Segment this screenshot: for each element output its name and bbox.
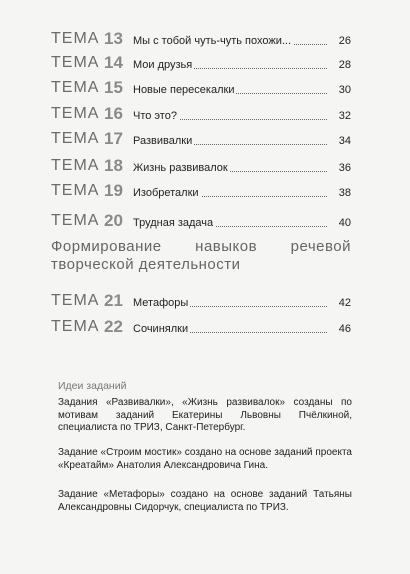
toc-entry-page: 26 (338, 35, 351, 47)
toc-entry-title: Развивалки (133, 135, 193, 147)
toc-entry-page: 40 (338, 217, 351, 229)
toc-entry-title: Сочинялки (133, 323, 189, 335)
ideas-paragraph: Задание «Метафоры» создано на основе заданий Татьяны Александровны Сидорчук, специалиста по ТРИЗ. (58, 489, 352, 513)
toc-entry-number: 18 (104, 156, 123, 175)
toc-entry-number: 13 (104, 29, 123, 48)
toc-entry-label: ТЕМА (51, 79, 100, 96)
toc-entry-label: ТЕМА (51, 182, 100, 199)
toc-entry[interactable] (51, 103, 351, 125)
toc-entry-title: Новые пересекалки (133, 84, 235, 96)
toc-entry-label: ТЕМА (51, 157, 100, 174)
toc-entry-label: ТЕМА (51, 318, 100, 335)
toc-entry-page: 32 (338, 110, 351, 122)
toc-entry-title: Изобреталки (133, 187, 199, 199)
toc-entry-page: 38 (338, 187, 351, 199)
toc-entry-number: 15 (104, 78, 123, 97)
ideas-heading: Идеи заданий (58, 380, 127, 392)
ideas-paragraph: Задание «Строим мостик» создано на основе заданий проекта «Креатайм» Анатолия Александровича Гина. (58, 447, 352, 471)
toc-entry-title: Мы с тобой чуть-чуть похожи... (133, 35, 292, 47)
toc-entry[interactable] (51, 77, 351, 99)
toc-entry[interactable] (51, 316, 351, 338)
toc-entry-page: 36 (338, 162, 351, 174)
toc-entry-label: ТЕМА (51, 212, 100, 229)
toc-entry[interactable] (51, 290, 351, 312)
toc-entry-number: 21 (104, 291, 123, 310)
toc-entry[interactable] (51, 180, 351, 202)
toc-entry-number: 20 (104, 211, 123, 230)
toc-entry[interactable] (51, 155, 351, 177)
toc-entry[interactable] (51, 52, 351, 74)
toc-entry-title: Что это? (133, 110, 177, 122)
toc-entry[interactable] (51, 128, 351, 150)
toc-entry[interactable] (51, 28, 351, 50)
toc-entry-label: ТЕМА (51, 54, 100, 71)
toc-entry-number: 14 (104, 53, 123, 72)
toc-entry-label: ТЕМА (51, 105, 100, 122)
toc-entry-title: Метафоры (133, 297, 189, 309)
toc-entry-number: 16 (104, 104, 123, 123)
toc-entry-number: 19 (104, 181, 123, 200)
toc-entry-title: Жизнь развивалок (133, 162, 228, 174)
toc-entry-page: 28 (338, 59, 351, 71)
toc-entry-page: 30 (338, 84, 351, 96)
toc-entry-label: ТЕМА (51, 30, 100, 47)
toc-entry-page: 46 (338, 323, 351, 335)
toc-entry-title: Трудная задача (133, 217, 214, 229)
toc-entry[interactable] (51, 210, 351, 232)
toc-entry-label: ТЕМА (51, 130, 100, 147)
toc-entry-number: 22 (104, 317, 123, 336)
toc-entry-page: 34 (338, 135, 351, 147)
toc-entry-number: 17 (104, 129, 123, 148)
section-heading: Формирование навыков речевой творческой деятельности (51, 238, 351, 273)
toc-entry-page: 42 (338, 297, 351, 309)
toc-entry-label: ТЕМА (51, 292, 100, 309)
ideas-paragraph: Задания «Развивалки», «Жизнь развивалок» созданы по мотивам заданий Екатерины Львовны Пчёлкиной, специалиста по ТРИЗ, Санкт-Петербург. (58, 397, 352, 433)
toc-entry-title: Мои друзья (133, 59, 193, 71)
